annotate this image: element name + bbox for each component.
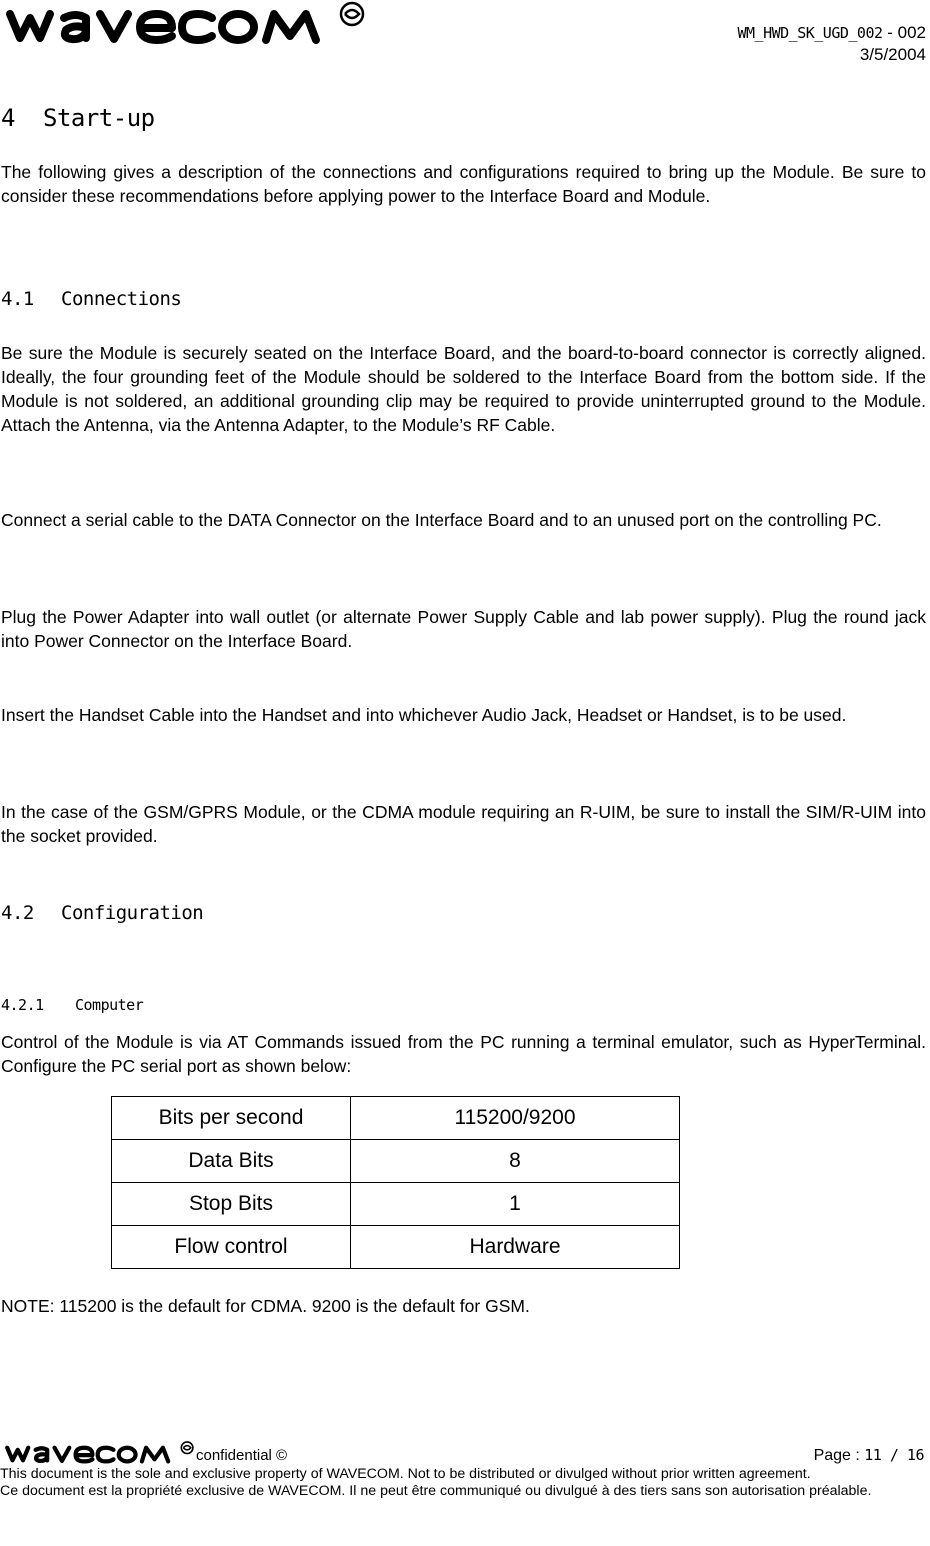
computer-paragraph: Control of the Module is via AT Commands issued from the PC running a terminal emulator, such as HyperTerminal. Configure the PC serial port as shown below: bbox=[1, 1032, 926, 1076]
connections-paragraph: In the case of the GSM/GPRS Module, or the CDMA module requiring an R-UIM, be sure to install the SIM/R-UIM into the socket provided. bbox=[1, 802, 926, 846]
note-paragraph: NOTE: 115200 is the default for CDMA. 9200 is the default for GSM. bbox=[1, 1296, 530, 1316]
connections-paragraph: Connect a serial cable to the DATA Connector on the Interface Board and to an unused port on the controlling PC. bbox=[1, 510, 882, 530]
table-row bbox=[112, 1097, 680, 1140]
table-row bbox=[112, 1140, 680, 1183]
page-label: Page : bbox=[813, 1447, 865, 1464]
connections-number: 4.1 bbox=[1, 288, 34, 310]
setting-value: 8 bbox=[351, 1140, 680, 1183]
setting-value: 115200/9200 bbox=[351, 1097, 680, 1140]
connections-paragraph: Plug the Power Adapter into wall outlet (or alternate Power Supply Cable and lab power supply). Plug the round jack into Power Connector on the Interface Board. bbox=[1, 607, 926, 651]
configuration-heading bbox=[1, 902, 203, 924]
configuration-number: 4.2 bbox=[1, 902, 34, 924]
legal-notice-english: This document is the sole and exclusive property of WAVECOM. Not to be distributed or divulged without prior written agreement. bbox=[0, 1466, 811, 1482]
section-number: 4 bbox=[1, 104, 15, 132]
intro-paragraph: The following gives a description of the connections and configurations required to bring up the Module. Be sure to consider these recommendations before applying power to the Interface Board and Module. bbox=[1, 162, 926, 206]
connections-title: Connections bbox=[61, 288, 182, 310]
setting-name: Bits per second bbox=[112, 1097, 351, 1140]
setting-name: Data Bits bbox=[112, 1140, 351, 1183]
version-separator: - bbox=[882, 23, 898, 42]
connections-paragraph: Be sure the Module is securely seated on the Interface Board, and the board-to-board connector is correctly aligned. Ideally, the four grounding feet of the Module should be soldered to the Interface Board from the bottom side. If the Module is not soldered, an additional grounding clip may be required to provide uninterrupted ground to the Module. Attach the Antenna, via the Antenna Adapter, to the Module’s RF Cable. bbox=[1, 343, 926, 435]
wavecom-logo bbox=[2, 0, 367, 53]
legal-notice-french: Ce document est la propriété exclusive de WAVECOM. Il ne peut être communiqué ou divulgué à des tiers sans son autorisation préalable. bbox=[0, 1483, 872, 1499]
confidential-label: confidential © bbox=[196, 1447, 288, 1464]
table-row bbox=[112, 1183, 680, 1226]
legal-notice bbox=[0, 1466, 923, 1500]
setting-name: Flow control bbox=[112, 1226, 351, 1269]
document-version: 002 bbox=[897, 23, 926, 42]
setting-name: Stop Bits bbox=[112, 1183, 351, 1226]
document-code: WM_HWD_SK_UGD_002 bbox=[737, 24, 883, 42]
setting-value: 1 bbox=[351, 1183, 680, 1226]
serial-port-settings-table bbox=[111, 1096, 680, 1269]
page-indicator bbox=[814, 1446, 924, 1465]
table-row bbox=[112, 1226, 680, 1269]
computer-title: Computer bbox=[75, 996, 144, 1014]
setting-value: Hardware bbox=[351, 1226, 680, 1269]
document-reference bbox=[737, 22, 926, 66]
configuration-title: Configuration bbox=[61, 902, 204, 924]
page-number: 11 / 16 bbox=[864, 1446, 924, 1464]
computer-heading bbox=[1, 996, 143, 1014]
connections-heading bbox=[1, 288, 181, 310]
computer-number: 4.2.1 bbox=[1, 996, 44, 1014]
section-title: Start-up bbox=[43, 104, 155, 132]
section-heading bbox=[1, 104, 155, 132]
connections-paragraph: Insert the Handset Cable into the Handset and into whichever Audio Jack, Headset or Handset, is to be used. bbox=[1, 705, 847, 725]
document-date: 3/5/2004 bbox=[859, 45, 926, 64]
